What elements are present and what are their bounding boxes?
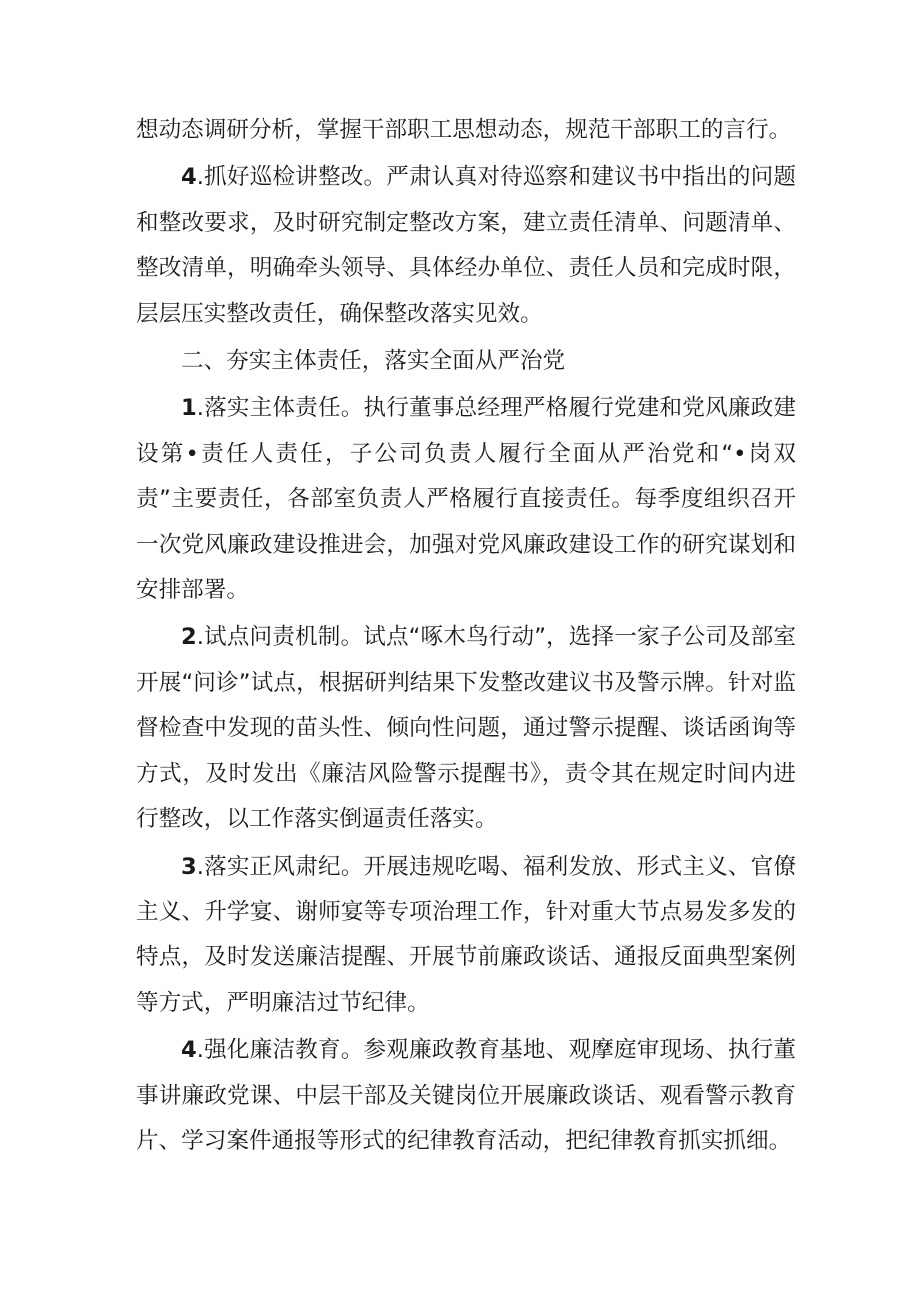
paragraph-item-3-discipline	[136, 845, 796, 1027]
paragraph-text: 想动态调研分析，掌握干部职工思想动态，规范干部职工的言行。	[136, 117, 792, 143]
paragraph-text: .强化廉洁教育。参观廉政教育基地、观摩庭审现场、执行董事讲廉政党课、中层干部及关键岗位开展廉政谈话、观看警示教育片、学习案件通报等形式的纪律教育活动，把纪律教育抓实抓细。	[136, 1037, 796, 1154]
paragraph-item-1-responsibility	[136, 386, 796, 613]
item-number: 3	[181, 853, 197, 880]
paragraph-item-4-education	[136, 1028, 796, 1164]
paragraph-text: .落实主体责任。执行董事总经理严格履行党建和党风廉政建设第•责任人责任，子公司负责人履行全面从严治党和“•岗双责”主要责任，各部室负责人严格履行直接责任。每季度组织召开一次党风廉政建设推进会，加强对党风廉政建设工作的研究谋划和安排部署。	[136, 395, 796, 604]
heading-text: 二、夯实主体责任，落实全面从严治党	[181, 348, 566, 375]
item-number: 4	[181, 1037, 197, 1064]
item-number: 1	[181, 395, 197, 422]
paragraph-item-4-inspection	[136, 155, 796, 337]
paragraph-item-2-accountability	[136, 615, 796, 842]
paragraph-continuation	[136, 108, 796, 153]
paragraph-text: .试点问责机制。试点“啄木鸟行动”，选择一家子公司及部室开展“问诊”试点，根据研判结果下发整改建议书及警示牌。针对监督检查中发现的苗头性、倾向性问题，通过警示提醒、谈话函询等方式，及时发出《廉洁风险警示提醒书》，责令其在规定时间内进行整改，以工作落实倒逼责任落实。	[136, 624, 796, 833]
item-number: 4	[181, 164, 197, 191]
document-page	[136, 108, 796, 1164]
paragraph-text: .落实正风肃纪。开展违规吃喝、福利发放、形式主义、官僚主义、升学宴、谢师宴等专项治理工作，针对重大节点易发多发的特点，及时发送廉洁提醒、开展节前廉政谈话、通报反面典型案例等方式，严明廉洁过节纪律。	[136, 853, 796, 1016]
paragraph-text: .抓好巡检讲整改。严肃认真对待巡察和建议书中指出的问题和整改要求，及时研究制定整改方案，建立责任清单、问题清单、整改清单，明确牵头领导、具体经办单位、责任人员和完成时限，层层压实整改责任，确保整改落实见效。	[136, 164, 796, 327]
item-number: 2	[181, 624, 197, 651]
section-heading-2	[136, 339, 796, 384]
